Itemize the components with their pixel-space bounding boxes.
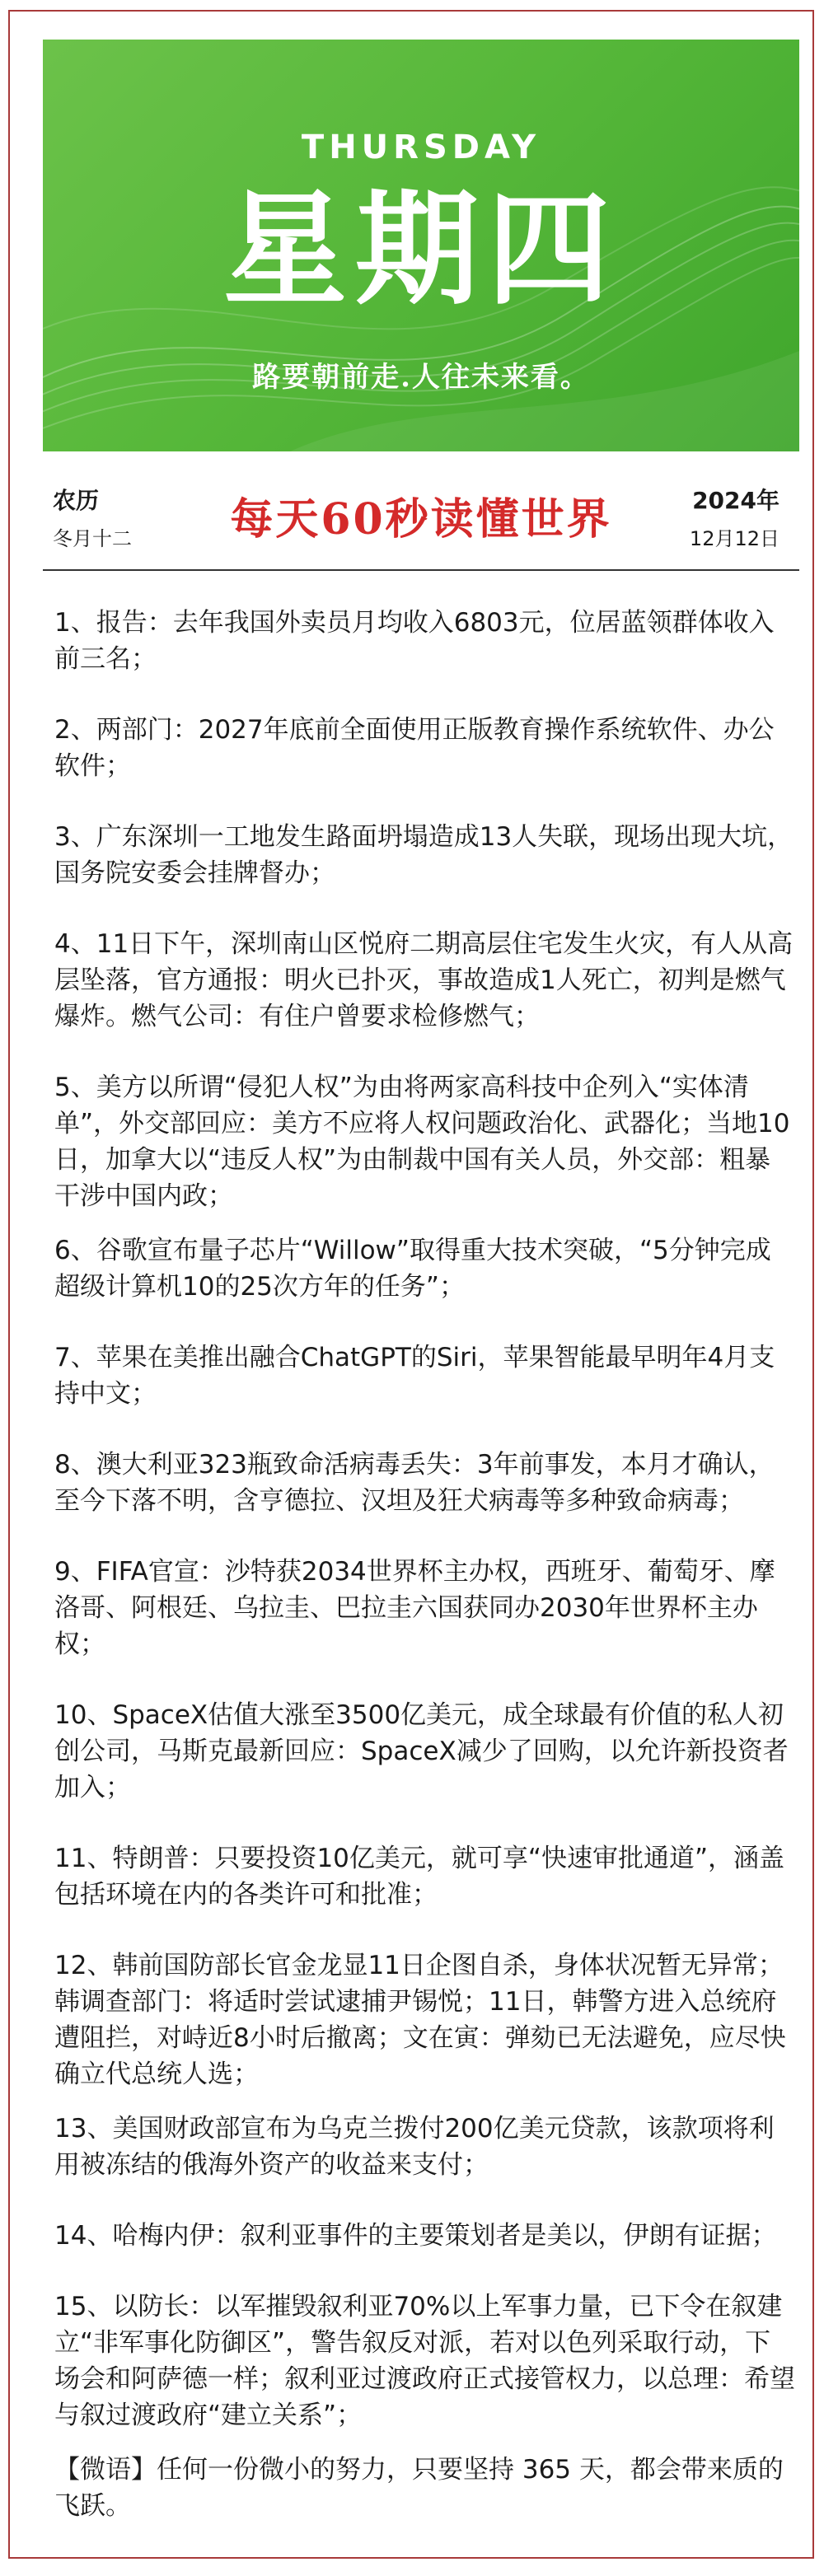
news-item-12: 12、韩前国防部长官金龙显11日企图自杀，身体状况暂无异常；韩调查部门：将适时尝试逮捕尹锡悦；11日，韩警方进入总统府遭阻拦，对峙近8小时后撤离；文在寅：弹劾已无法避免，应尽快确立代总统人选； bbox=[54, 1951, 786, 2089]
news-item-6: 6、谷歌宣布量子芯片“Willow”取得重大技术突破，“5分钟完成超级计算机10的25次方年的任务”； bbox=[54, 1236, 771, 1302]
news-item-3: 3、广东深圳一工地发生路面坍塌造成13人失联，现场出现大坑，国务院安委会挂牌督办； bbox=[54, 822, 794, 888]
header-banner bbox=[43, 40, 799, 451]
news-item-5: 5、美方以所谓“侵犯人权”为由将两家高科技中企列入“实体清单”，外交部回应：美方不应将人权问题政治化、武器化；当地10日，加拿大以“违反人权”为由制裁中国有关人员，外交部：粗暴干涉中国内政； bbox=[54, 1073, 790, 1211]
weekday-english: THURSDAY bbox=[301, 129, 541, 166]
news-item-14: 14、哈梅内伊：叙利亚事件的主要策划者是美以，伊朗有证据； bbox=[54, 2221, 777, 2251]
news-item-1: 1、报告：去年我国外卖员月均收入6803元，位居蓝领群体收入前三名； bbox=[54, 608, 775, 674]
month-day: 12月12日 bbox=[689, 527, 780, 550]
year: 2024年 bbox=[692, 487, 780, 514]
lunar-label: 农历 bbox=[53, 487, 100, 514]
banner-slogan: 路要朝前走.人往未来看。 bbox=[252, 361, 590, 394]
news-item-13: 13、美国财政部宣布为乌克兰拨付200亿美元贷款，该款项将利用被冻结的俄海外资产的收益来支付； bbox=[54, 2114, 775, 2180]
news-item-7: 7、苹果在美推出融合ChatGPT的Siri，苹果智能最早明年4月支持中文； bbox=[54, 1343, 775, 1409]
news-list bbox=[54, 605, 796, 2524]
news-item-11: 11、特朗普：只要投资10亿美元，就可享“快速审批通道”，涵盖包括环境在内的各类许可和批准； bbox=[54, 1844, 785, 1910]
news-item-8: 8、澳大利亚323瓶致命活病毒丢失：3年前事发，本月才确认，至今下落不明，含亨德拉、汉坦及狂犬病毒等多种致命病毒； bbox=[54, 1450, 775, 1516]
news-item-2: 2、两部门：2027年底前全面使用正版教育操作系统软件、办公软件； bbox=[54, 715, 775, 781]
dateline bbox=[43, 478, 799, 552]
news-item-10: 10、SpaceX估值大涨至3500亿美元，成全球最有价值的私人初创公司，马斯克最新回应：SpaceX减少了回购，以允许新投资者加入； bbox=[54, 1700, 789, 1802]
lunar-date: 冬月十二 bbox=[53, 527, 132, 550]
daily-quote: 【微语】任何一份微小的努力，只要坚持 365 天，都会带来质的飞跃。 bbox=[54, 2455, 784, 2521]
news-item-4: 4、11日下午，深圳南山区悦府二期高层住宅发生火灾，有人从高层坠落，官方通报：明火已扑灭，事故造成1人死亡，初判是燃气爆炸。燃气公司：有住户曾要求检修燃气； bbox=[54, 929, 794, 1031]
news-card bbox=[8, 10, 814, 2559]
page-title: 每天60秒读懂世界 bbox=[230, 494, 612, 545]
weekday-chinese: 星期四 bbox=[222, 177, 619, 322]
divider bbox=[43, 569, 799, 571]
news-item-9: 9、FIFA官宣：沙特获2034世界杯主办权，西班牙、葡萄牙、摩洛哥、阿根廷、乌拉圭、巴拉圭六国获同办2030年世界杯主办权； bbox=[54, 1557, 775, 1659]
news-item-15: 15、以防长：以军摧毁叙利亚70%以上军事力量，已下令在叙建立“非军事化防御区”，警告叙反对派，若对以色列采取行动，下场会和阿萨德一样；叙利亚过渡政府正式接管权力，以总理：希望与叙过渡政府“建立关系”； bbox=[54, 2292, 795, 2430]
